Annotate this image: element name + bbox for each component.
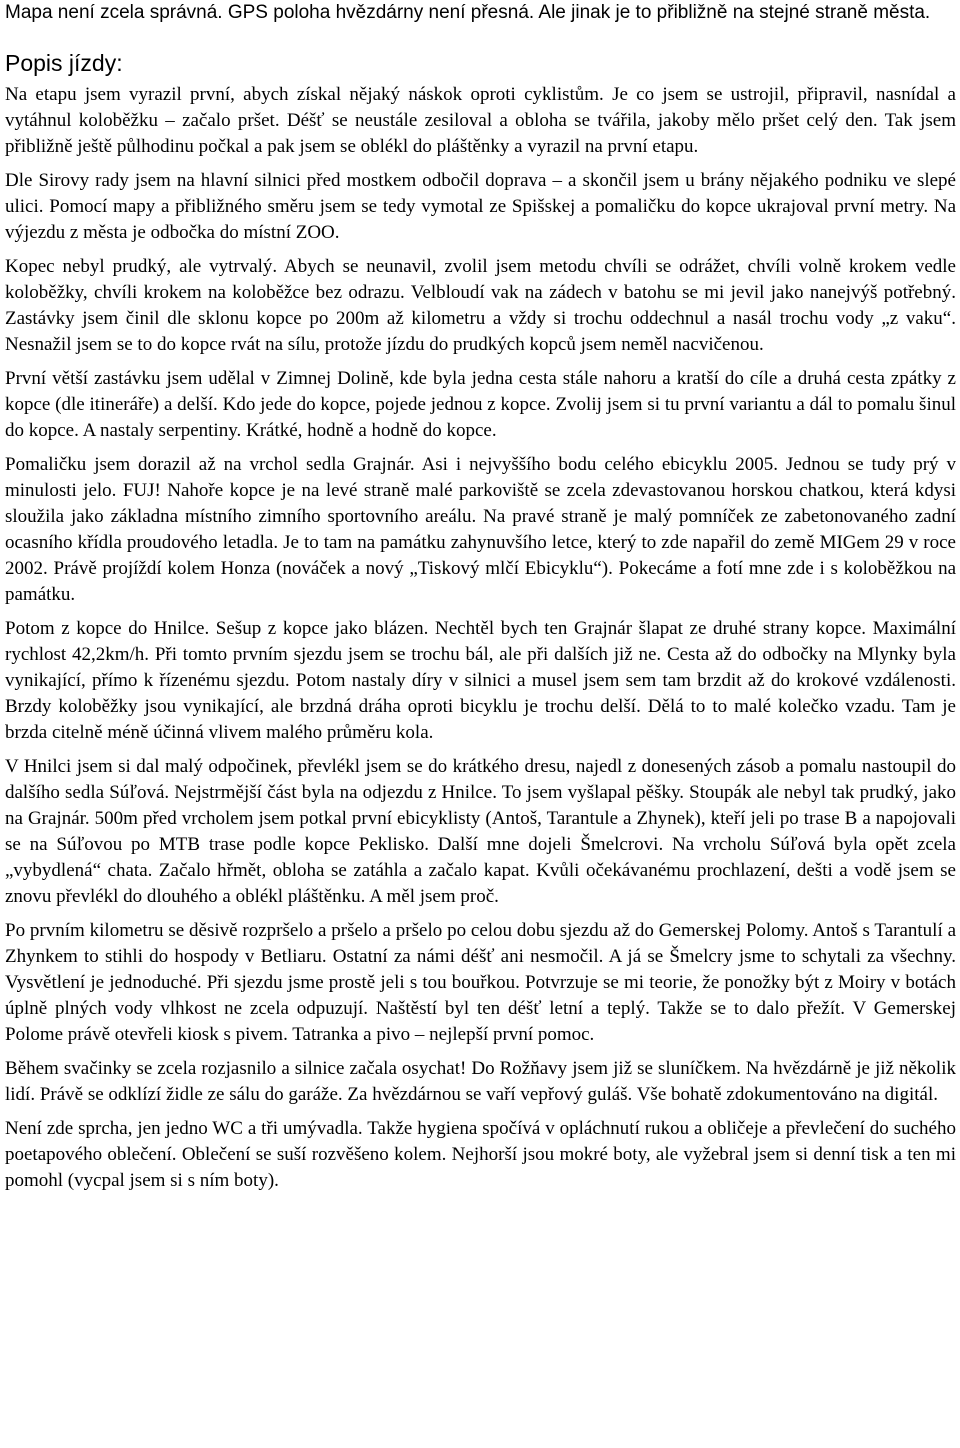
section-heading: Popis jízdy: <box>5 50 123 76</box>
paragraph-4: První větší zastávku jsem udělal v Zimnej Dolině, kde byla jedna cesta stále nahoru a kratší do cíle a druhá cesta zpátky z kopce (dle itineráře) a delší. Kdo jede do kopce, pojede jednou z kopce. Zvolij jsem si tu první variantu a dál to pomalu šinul do kopce. A nastaly serpentiny. Krátké, hodně a hodně do kopce. <box>5 368 956 441</box>
intro-text: Mapa není zcela správná. GPS poloha hvězdárny není přesná. Ale jinak je to přibližně na stejné straně města. <box>5 2 931 23</box>
paragraph-2: Dle Sirovy rady jsem na hlavní silnici před mostkem odbočil doprava – a skončil jsem u brány nějakého podniku ve slepé ulici. Pomocí mapy a přibližného směru jsem se tedy vymotal ze Spišskej a pomaličku do kopce ukrajoval první metry. Na výjezdu z města je odbočka do místní ZOO. <box>5 170 956 243</box>
paragraph-9: Během svačinky se zcela rozjasnilo a silnice začala osychat! Do Rožňavy jsem již se sluníčkem. Na hvězdárně je již několik lidí. Právě se odklízí židle ze sálu do garáže. Za hvězdárnou se vaří vepřový guláš. Vše bohatě zdokumentováno na digitál. <box>5 1058 956 1105</box>
paragraph-7: V Hnilci jsem si dal malý odpočinek, převlékl jsem se do krátkého dresu, najedl z donesených zásob a pomalu nastoupil do dalšího sedla Súľová. Nejstrmější část byla na odjezdu z Hnilce. To jsem vyšlapal pěšky. Stoupák ale nebyl tak prudký, jako na Grajnár. 500m před vrcholem jsem potkal první ebicyklisty (Antoš, Tarantule a Zhynek), kteří jeli po trase B a napojovali se na Súľovou po MTB trase podle kopce Peklisko. Další mne dojeli Šmelcrovi. Na vrcholu Súľová byla opět zcela „vybydlená“ chata. Začalo hřmět, obloha se zatáhla a začalo kapat. Kvůli očekávanému prochlazení, dešti a vodě jsem se znovu převlékl do dlouhého a oblékl pláštěnku. A měl jsem proč. <box>5 756 956 907</box>
paragraph-10: Není zde sprcha, jen jedno WC a tři umývadla. Takže hygiena spočívá v opláchnutí rukou a obličeje a převlečení do suchého poetapového oblečení. Oblečení se suší rozvěšeno kolem. Nejhorší jsou mokré boty, ale vyžebral jsem si denní tisk a ten mi pomohl (vycpal jsem si s ním boty). <box>5 1118 956 1191</box>
paragraph-1: Na etapu jsem vyrazil první, abych získal nějaký náskok oproti cyklistům. Je co jsem se ustrojil, připravil, nasnídal a vytáhnul koloběžku – začalo pršet. Déšť se neustále zesiloval a obloha se tvářila, jakoby mělo pršet celý den. Tak jsem přibližně ještě půlhodinu počkal a pak jsem se oblékl do pláštěnky a vyrazil na první etapu. <box>5 84 956 157</box>
paragraph-8: Po prvním kilometru se děsivě rozpršelo a pršelo a pršelo po celou dobu sjezdu až do Gemerskej Polomy. Antoš s Tarantulí a Zhynkem to stihli do hospody v Betliaru. Ostatní za námi déšť ani nesmočil. A já se Šmelcry jsme to schytali za všechny. Vysvětlení je jednoduché. Při sjezdu jsme prostě jeli s tou bouřkou. Potvrzuje se mi teorie, že ponožky být z Moiry v botách úplně plných vody vlhkost ne zcela odpuzují. Naštěstí byl ten déšť letní a teplý. Takže se to dalo přežít. V Gemerskej Polome právě otevřeli kiosk s pivem. Tatranka a pivo – nejlepší první pomoc. <box>5 920 956 1045</box>
paragraph-5: Pomaličku jsem dorazil až na vrchol sedla Grajnár. Asi i nejvyššího bodu celého ebicyklu 2005. Jednou se tudy prý v minulosti jelo. FUJ! Nahoře kopce je na levé straně malé parkoviště se zcela zdevastovanou horskou chatkou, která kdysi sloužila jako základna místního zimního sportovního areálu. Na pravé straně je malý pomníček ze zabetonovaného zadní ocasního křídla proudového letadla. Je to tam na památku zahynuvšího letce, který to zde napařil do země MIGem 29 v roce 2002. Právě projíždí kolem Honza (nováček a nový „Tiskový mlčí Ebicyklu“). Pokecáme a fotí mne zde i s koloběžkou na památku. <box>5 454 956 605</box>
paragraph-6: Potom z kopce do Hnilce. Sešup z kopce jako blázen. Nechtěl bych ten Grajnár šlapat ze druhé strany kopce. Maximální rychlost 42,2km/h. Při tomto prvním sjezdu jsem se trochu bál, ale při dalších již ne. Cesta až do odbočky na Mlynky byla vynikající, přímo k řízenému sjezdu. Potom nastaly díry v silnici a musel jsem sem tam brzdit až do krokové vzdálenosti. Brzdy koloběžky jsou vynikající, ale brzdná dráha oproti bicyklu je trochu delší. Dělá to to malé kolečko vzadu. Tam je brzda citelně méně účinná vlivem malého průměru kola. <box>5 618 956 743</box>
paragraph-3: Kopec nebyl prudký, ale vytrvalý. Abych se neunavil, zvolil jsem metodu chvíli se odrážet, chvíli volně krokem vedle koloběžky, chvíli krokem na koloběžce bez odrazu. Velbloudí vak na zádech v batohu se mi jevil jako nanejvýš potřebný. Zastávky jsem činil dle sklonu kopce po 200m až kilometru a vždy si trochu oddechnul a nasál trochu vody „z vaku“. Nesnažil jsem se to do kopce rvát na sílu, protože jízdu do prudkých kopců jsem neměl nacvičenou. <box>5 256 956 355</box>
